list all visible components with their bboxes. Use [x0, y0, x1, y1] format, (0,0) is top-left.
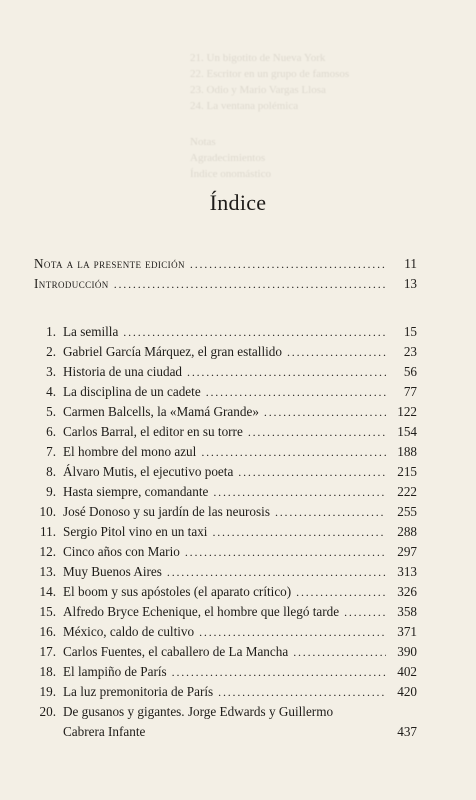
- toc-entry-page: 15: [403, 324, 417, 339]
- leader-dots: [296, 585, 386, 600]
- bleed-line: 23. Odio y Mario Vargas Llosa: [190, 84, 326, 96]
- toc-entry-title: El hombre del mono azul: [63, 444, 197, 459]
- toc-entry-title: Alfredo Bryce Echenique, el hombre que llegó tarde: [63, 604, 340, 619]
- toc-entry-page: 326: [397, 584, 417, 599]
- bleed-line: 24. La ventana polémica: [190, 100, 299, 112]
- toc-entry-page: 288: [397, 524, 417, 539]
- leader-dots: [264, 405, 386, 420]
- toc-entry-title: El lampiño de París: [63, 664, 167, 679]
- toc-entry-page: 222: [397, 484, 417, 499]
- toc-entry-title: La semilla: [63, 324, 119, 339]
- toc-entry-chapter: [34, 524, 417, 544]
- toc-entry-title: El boom y sus apóstoles (el aparato crítico): [63, 584, 292, 599]
- toc-entry-title: Carmen Balcells, la «Mamá Grande»: [63, 404, 259, 419]
- toc-entry-title: Muy Buenos Aires: [63, 564, 162, 579]
- page-title: Índice: [209, 190, 267, 215]
- toc-entry-chapter: [34, 444, 417, 464]
- toc-entry-chapter: [34, 384, 417, 404]
- toc-entry-chapter: [34, 504, 417, 524]
- toc-entry-page: 255: [397, 504, 417, 519]
- toc-entry-chapter: [34, 344, 417, 364]
- toc-entry-chapter: [34, 324, 417, 344]
- toc-entry-chapter-20-continued: [34, 724, 417, 744]
- toc-entry-page: 297: [397, 544, 417, 559]
- toc-entry-title: Introducción: [34, 276, 109, 291]
- toc-entry-page: 313: [397, 564, 417, 579]
- toc-entry-page: 390: [397, 644, 417, 659]
- toc-entry-title: Cabrera Infante: [63, 724, 146, 739]
- toc-entry-number: 11.: [40, 524, 56, 539]
- toc-entry-page: 188: [397, 444, 417, 459]
- toc-entry-page: 77: [403, 384, 417, 399]
- toc-entry-number: 17.: [39, 644, 56, 659]
- toc-entry-chapter: [34, 464, 417, 484]
- toc-entry-chapter: [34, 604, 417, 624]
- table-of-contents: [34, 256, 417, 744]
- toc-entry-number: 3.: [46, 364, 56, 379]
- toc-entry-page: 437: [397, 724, 417, 739]
- toc-entry-number: 7.: [46, 444, 56, 459]
- toc-entry-number: 19.: [39, 684, 56, 699]
- bleed-through-text: [190, 50, 440, 182]
- toc-entry-page: 13: [403, 276, 417, 291]
- toc-entry-chapter: [34, 544, 417, 564]
- bleed-line: 21. Un bigotito de Nueva York: [190, 52, 326, 64]
- leader-dots: [190, 257, 386, 272]
- toc-entry-number: 6.: [46, 424, 56, 439]
- leader-dots: [201, 445, 386, 460]
- toc-entry-chapter: [34, 684, 417, 704]
- leader-dots: [275, 505, 386, 520]
- toc-entry-number: 20.: [39, 704, 56, 719]
- toc-entry-title: Carlos Barral, el editor en su torre: [63, 424, 243, 439]
- toc-entry-title: Cinco años con Mario: [63, 544, 180, 559]
- toc-entry-chapter: [34, 664, 417, 684]
- leader-dots: [287, 345, 386, 360]
- leader-dots: [206, 385, 386, 400]
- toc-entry-number: 13.: [39, 564, 56, 579]
- bleed-line: 22. Escritor en un grupo de famosos: [190, 68, 350, 80]
- leader-dots: [248, 425, 386, 440]
- toc-entry-number: 4.: [46, 384, 56, 399]
- toc-entry-nota: [34, 256, 417, 276]
- toc-entry-page: 11: [404, 256, 417, 271]
- toc-entry-page: 402: [397, 664, 417, 679]
- leader-dots: [167, 565, 386, 580]
- toc-entry-number: 12.: [39, 544, 56, 559]
- toc-entry-page: 56: [403, 364, 417, 379]
- toc-entry-page: 122: [397, 404, 417, 419]
- toc-entry-number: 18.: [39, 664, 56, 679]
- toc-entry-number: 1.: [46, 324, 56, 339]
- toc-entry-chapter: [34, 404, 417, 424]
- chapter-list: [34, 324, 417, 704]
- bleed-line: Índice onomástico: [190, 168, 271, 180]
- toc-entry-page: 371: [397, 624, 417, 639]
- toc-entry-page: 154: [397, 424, 417, 439]
- toc-entry-number: 15.: [39, 604, 56, 619]
- toc-entry-number: 9.: [46, 484, 56, 499]
- toc-entry-number: 5.: [46, 404, 56, 419]
- toc-entry-chapter: [34, 624, 417, 644]
- toc-entry-number: 10.: [39, 504, 56, 519]
- toc-entry-chapter: [34, 584, 417, 604]
- toc-entry-title: Gabriel García Márquez, el gran estallido: [63, 344, 282, 359]
- leader-dots: [212, 525, 386, 540]
- leader-dots: [172, 665, 386, 680]
- toc-entry-introduccion: [34, 276, 417, 296]
- toc-entry-chapter: [34, 644, 417, 664]
- toc-entry-chapter: [34, 564, 417, 584]
- leader-dots: [293, 645, 386, 660]
- bleed-gap: [190, 114, 440, 134]
- toc-entry-number: 8.: [46, 464, 56, 479]
- toc-entry-chapter: [34, 364, 417, 384]
- leader-dots: [238, 465, 386, 480]
- toc-entry-number: 16.: [39, 624, 56, 639]
- toc-entry-title: La disciplina de un cadete: [63, 384, 201, 399]
- leader-dots: [114, 277, 386, 292]
- toc-entry-number: 14.: [39, 584, 56, 599]
- toc-entry-title: La luz premonitoria de París: [63, 684, 214, 699]
- toc-entry-title: Álvaro Mutis, el ejecutivo poeta: [63, 464, 234, 479]
- toc-entry-title: Carlos Fuentes, el caballero de La Mancha: [63, 644, 289, 659]
- toc-entry-title: Sergio Pitol vino en un taxi: [63, 524, 208, 539]
- bleed-line: Notas: [190, 136, 216, 148]
- toc-entry-title: José Donoso y su jardín de las neurosis: [63, 504, 270, 519]
- toc-entry-title: México, caldo de cultivo: [63, 624, 195, 639]
- leader-dots: [123, 325, 386, 340]
- toc-entry-chapter: [34, 484, 417, 504]
- toc-entry-title: De gusanos y gigantes. Jorge Edwards y Guillermo: [63, 704, 334, 719]
- toc-entry-page: 215: [397, 464, 417, 479]
- leader-dots: [199, 625, 386, 640]
- toc-entry-page: 358: [397, 604, 417, 619]
- leader-dots: [185, 545, 386, 560]
- leader-dots: [187, 365, 386, 380]
- toc-entry-title: Historia de una ciudad: [63, 364, 183, 379]
- toc-entry-page: 420: [397, 684, 417, 699]
- leader-dots: [213, 485, 386, 500]
- toc-entry-number: 2.: [46, 344, 56, 359]
- section-gap: [34, 296, 417, 324]
- toc-entry-chapter-20: [34, 704, 417, 724]
- toc-entry-page: 23: [403, 344, 417, 359]
- toc-entry-title: Hasta siempre, comandante: [63, 484, 209, 499]
- toc-entry-title: Nota a la presente edición: [34, 256, 185, 271]
- leader-dots: [344, 605, 386, 620]
- bleed-line: Agradecimientos: [190, 152, 266, 164]
- toc-entry-chapter: [34, 424, 417, 444]
- leader-dots: [218, 685, 386, 700]
